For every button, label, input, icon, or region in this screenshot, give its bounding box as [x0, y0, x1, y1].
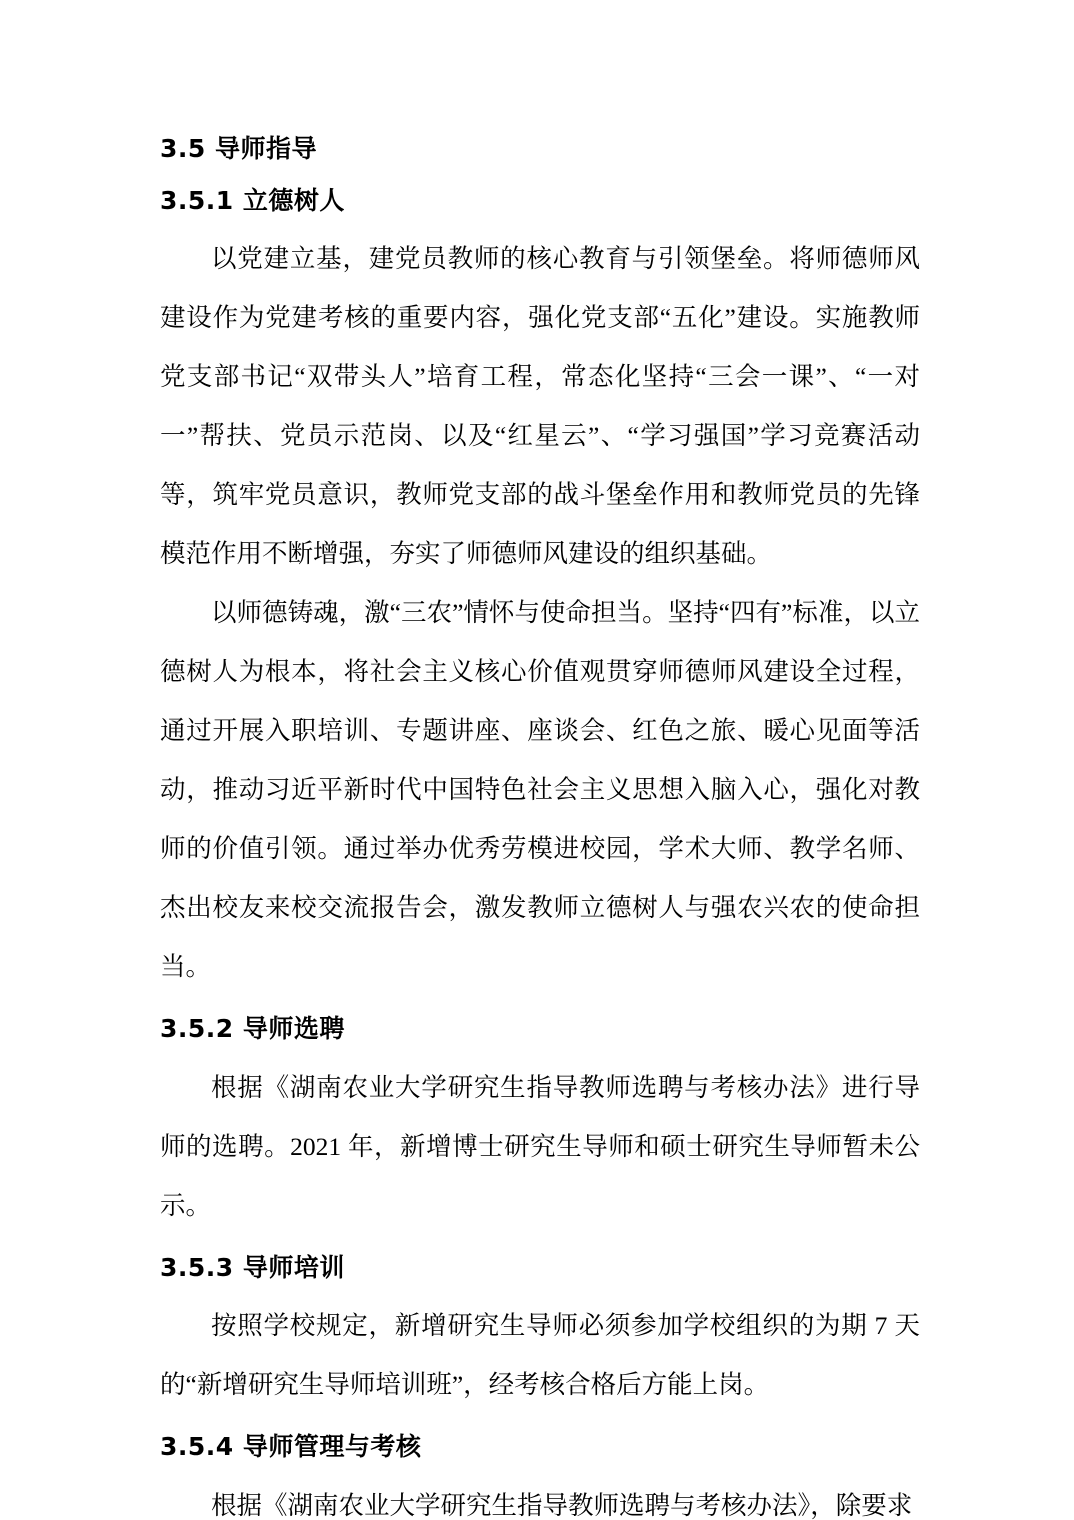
section-heading-3-5-3: 3.5.3 导师培训: [160, 1252, 345, 1282]
document-body: [160, 130, 920, 1520]
paragraph: 以师德铸魂，激“三农”情怀与使命担当。坚持“四有”标准，以立德树人为根本，将社会主义核心价值观贯穿师德师风建设全过程，通过开展入职培训、专题讲座、座谈会、红色之旅、暖心见面等活动，推动习近平新时代中国特色社会主义思想入脑入心，强化对教师的价值引领。通过举办优秀劳模进校园，学术大师、教学名师、杰出校友来校交流报告会，激发教师立德树人与强农兴农的使命担当。: [160, 598, 920, 981]
paragraph: 根据《湖南农业大学研究生指导教师选聘与考核办法》进行导师的选聘。2021 年，新增博士研究生导师和硕士研究生导师暂未公示。: [160, 1072, 920, 1220]
section-heading-3-5-1: 3.5.1 立德树人: [160, 185, 345, 215]
section-heading-3-5-2: 3.5.2 导师选聘: [160, 1014, 345, 1043]
paragraph: 以党建立基，建党员教师的核心教育与引领堡垒。将师德师风建设作为党建考核的重要内容，强化党支部“五化”建设。实施教师党支部书记“双带头人”培育工程，常态化坚持“三会一课”、“一对一”帮扶、党员示范岗、以及“红星云”、“学习强国”学习竞赛活动等，筑牢党员意识，教师党支部的战斗堡垒作用和教师党员的先锋模范作用不断增强，夯实了师德师风建设的组织基础。: [160, 244, 920, 568]
section-heading-3-5-4: 3.5.4 导师管理与考核: [160, 1432, 422, 1461]
paragraph: 根据《湖南农业大学研究生指导教师选聘与考核办法》，除要求: [211, 1490, 913, 1520]
paragraph: 按照学校规定，新增研究生导师必须参加学校组织的为期 7 天的“新增研究生导师培训班”，经考核合格后方能上岗。: [160, 1311, 920, 1399]
section-heading-3-5: 3.5 导师指导: [160, 134, 317, 163]
